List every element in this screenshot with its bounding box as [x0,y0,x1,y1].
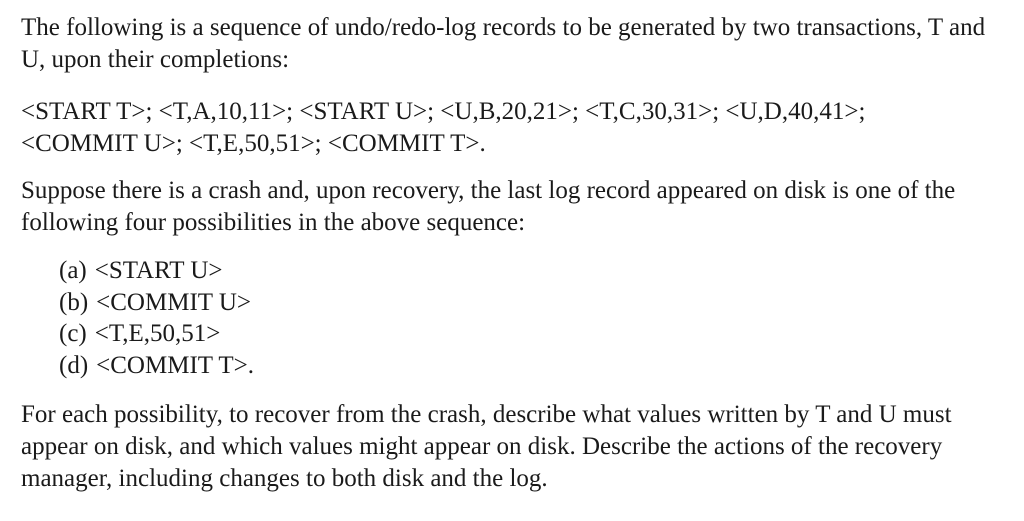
intro-paragraph [21,12,985,76]
list-item-marker: (d) [59,351,89,379]
log-sequence-line-2: <COMMIT U>; <T,E,50,51>; <COMMIT T>. [21,130,486,157]
scenario-line-1: Suppose there is a crash and, upon recovery, the last log record appeared on disk is one of the [21,177,956,204]
list-item-marker: (c) [59,320,87,347]
list-item [59,287,254,319]
log-sequence-line-1: <START T>; <T,A,10,11>; <START U>; <U,B,20,21>; <T,C,30,31>; <U,D,40,41>; [21,98,866,125]
intro-line-1: The following is a sequence of undo/redo-log records to be generated by two transactions, T and [21,14,986,41]
list-item-text: <COMMIT U> [96,288,251,316]
log-sequence-paragraph [21,96,865,160]
task-paragraph [21,399,952,495]
list-item-marker: (b) [59,288,89,316]
list-item-text: <COMMIT T>. [96,351,255,379]
list-item-text: <START U> [94,257,223,284]
list-item [59,255,254,287]
list-item [59,350,254,382]
scenario-paragraph [21,175,955,239]
list-item-text: <T,E,50,51> [94,320,221,347]
possibilities-list [59,255,254,381]
task-line-1: For each possibility, to recover from the crash, describe what values written by T and U must [21,401,952,428]
list-item [59,318,254,350]
list-item-marker: (a) [59,257,87,284]
scenario-line-2: following four possibilities in the above sequence: [21,209,526,236]
task-line-2: appear on disk, and which values might appear on disk. Describe the actions of the recovery [21,433,943,460]
intro-line-2: U, upon their completions: [21,46,290,73]
task-line-3: manager, including changes to both disk and the log. [21,465,548,492]
